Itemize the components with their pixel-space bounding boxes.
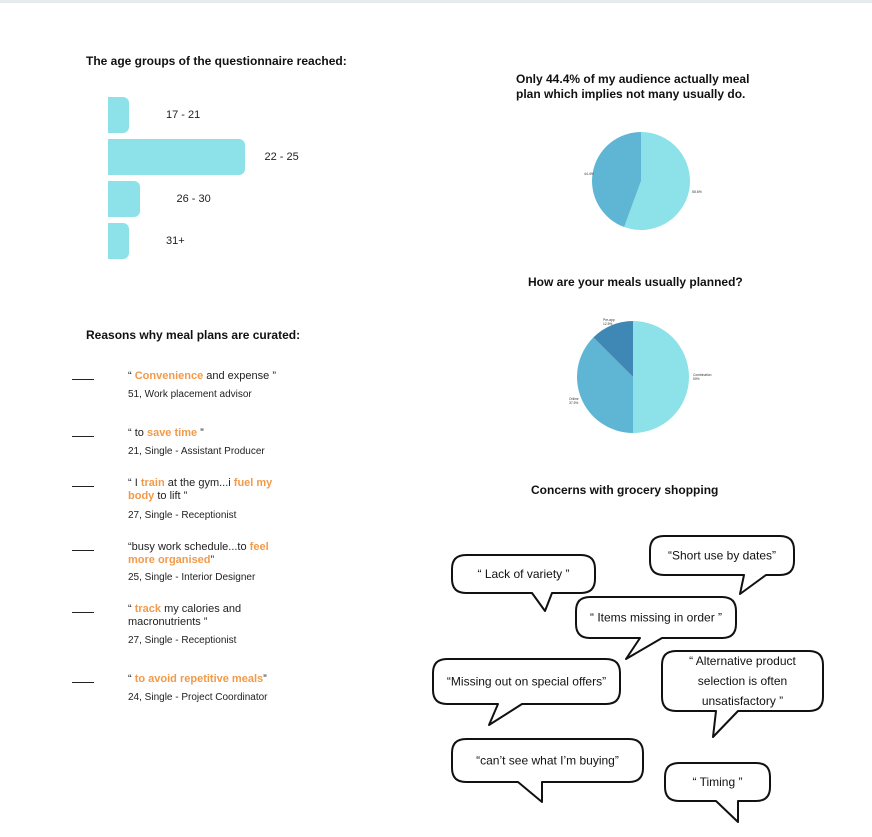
reasons-title: Reasons why meal plans are curated: (86, 328, 301, 342)
speech-bubble-5 (452, 739, 643, 802)
speech-bubble-text-4: selection is often (697, 674, 788, 688)
speech-bubble-text-1: “Short use by dates” (667, 548, 777, 563)
reason-text: “ (128, 673, 135, 685)
speech-bubble-6 (665, 763, 770, 822)
planned-title: How are your meals usually planned? (528, 275, 743, 289)
reason-highlight: save time (146, 427, 198, 439)
speech-bubble-3 (433, 659, 620, 725)
speech-bubble-text-5: “can’t see what I’m buying” (476, 753, 619, 768)
reason-highlight: Convenience (134, 370, 204, 382)
speech-bubble-text-0: “ Lack of variety ” (477, 567, 570, 581)
reason-highlight: train (140, 477, 165, 489)
age-bar-label-1: 22 - 25 (264, 151, 299, 163)
reason-highlight: fuel my body (128, 477, 273, 502)
reason-highlight: to avoid repetitive meals (134, 673, 264, 685)
age-groups-title: The age groups of the questionnaire reached: (86, 54, 347, 68)
reason-text: ” (197, 427, 204, 439)
reason-author-3: 25, Single - Interior Designer (128, 572, 256, 583)
reason-text: ” (210, 554, 215, 566)
reason-text: “ (128, 370, 135, 382)
reason-author-5: 24, Single - Project Coordinator (128, 692, 268, 703)
speech-bubble-0 (452, 555, 595, 611)
reason-text: to lift ” (154, 490, 188, 502)
meal-plan-title-line2: plan which implies not many usually do. (516, 87, 746, 101)
meal-plan-pie-label-no: 55.6% (692, 190, 702, 194)
age-bar-label-2: 26 - 30 (176, 193, 211, 205)
reason-author-2: 27, Single - Receptionist (128, 510, 237, 521)
reason-text: “busy work schedule...to (128, 541, 250, 553)
planned-pie-label-1-line-1: 37.5% (569, 401, 579, 405)
planned-pie-label-1-line-0: Online (569, 397, 579, 401)
planned-pie-label-0-line-0: Combination (693, 373, 712, 377)
reason-highlight: feel more organised (128, 541, 269, 566)
reason-text: at the gym...i (164, 477, 234, 489)
concerns-title: Concerns with grocery shopping (531, 483, 719, 497)
reason-text: my calories and macronutrients ” (128, 603, 242, 628)
reason-text: ” (263, 673, 267, 685)
reason-text: “ I (128, 477, 141, 489)
meal-plan-pie-label-yes: 44.4% (584, 172, 594, 176)
speech-bubble-text-3: “Missing out on special offers” (446, 674, 607, 689)
speech-bubble-1 (650, 536, 794, 594)
speech-bubble-text-4: “ Alternative product (689, 654, 796, 668)
speech-bubble-text-4: unsatisfactory ” (701, 694, 784, 708)
planned-pie-label-2-line-1: 12.5% (603, 322, 613, 326)
reason-author-1: 21, Single - Assistant Producer (128, 446, 265, 457)
age-bar-label-0: 17 - 21 (166, 109, 201, 121)
speech-bubble-text-2: “ Items missing in order ” (589, 610, 723, 625)
planned-pie-label-2-line-0: Pre-app (603, 318, 615, 322)
reason-author-0: 51, Work placement advisor (128, 389, 252, 400)
age-bar-label-3: 31+ (166, 235, 185, 247)
reason-text: “ to (128, 427, 147, 439)
reason-author-4: 27, Single - Receptionist (128, 635, 237, 646)
reason-highlight: track (134, 603, 162, 615)
speech-bubble-text-6: “ Timing ” (692, 775, 743, 789)
reason-text: and expense ” (203, 370, 276, 382)
reason-text: “ (128, 603, 135, 615)
meal-plan-title-line1: Only 44.4% of my audience actually meal (516, 72, 750, 86)
speech-bubble-2 (576, 597, 736, 659)
planned-pie-label-0-line-1: 50% (693, 377, 700, 381)
